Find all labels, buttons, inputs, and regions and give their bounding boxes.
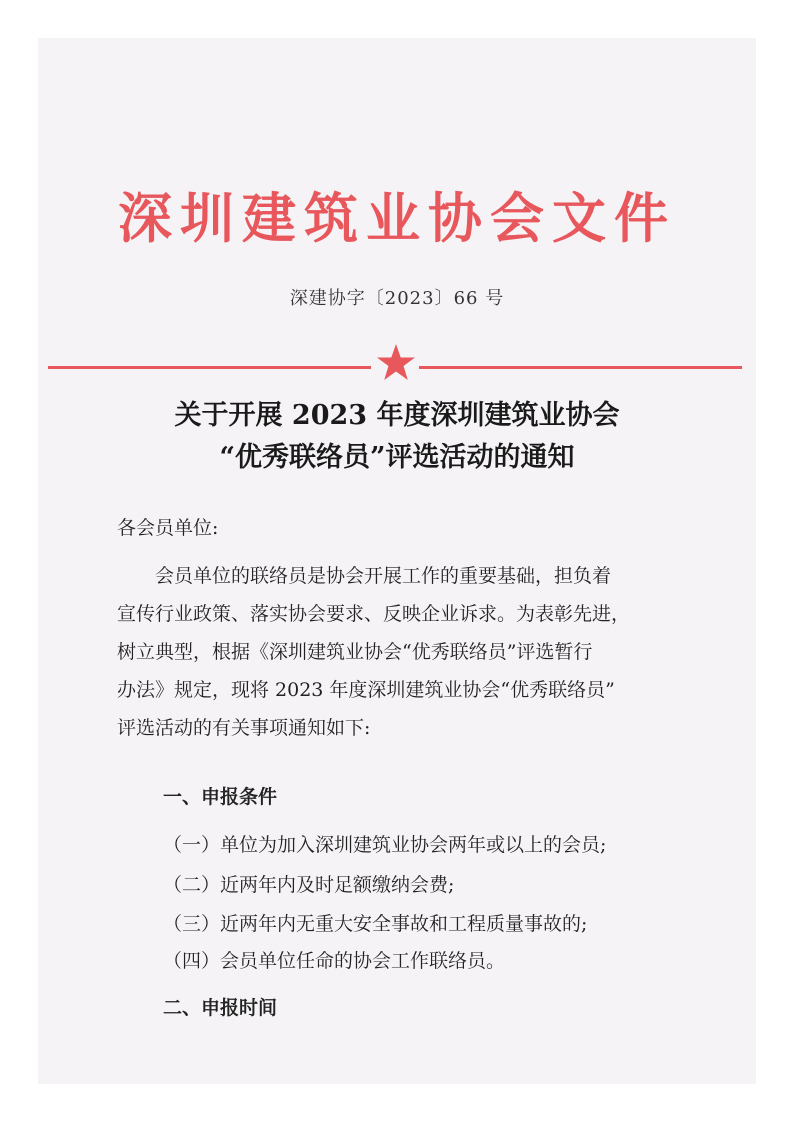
org-masthead: 深圳建筑业协会文件 [118, 186, 676, 250]
intro-line: 树立典型，根据《深圳建筑业协会“优秀联络员”评选暂行 [117, 641, 593, 663]
document-number: 深建协字〔2023〕66 号 [289, 288, 505, 309]
intro-paragraph [117, 557, 677, 747]
section-heading-deadline: 二、申报时间 [163, 997, 278, 1019]
salutation: 各会员单位: [117, 517, 219, 539]
divider-left [48, 366, 371, 369]
intro-line: 宣传行业政策、落实协会要求、反映企业诉求。为表彰先进， [117, 603, 631, 625]
requirement-item: （四）会员单位任命的协会工作联络员。 [163, 950, 506, 972]
requirement-item: （一）单位为加入深圳建筑业协会两年或以上的会员; [163, 834, 607, 856]
intro-line: 会员单位的联络员是协会开展工作的重要基础，担负着 [155, 565, 612, 587]
intro-line: 评选活动的有关事项通知如下: [117, 717, 371, 739]
notice-title-line2: “优秀联络员”评选活动的通知 [219, 442, 575, 473]
requirement-item: （三）近两年内无重大安全事故和工程质量事故的; [163, 913, 588, 935]
star-icon [376, 342, 416, 382]
divider-right [419, 366, 742, 369]
intro-line: 办法》规定，现将 2023 年度深圳建筑业协会“优秀联络员” [117, 679, 615, 701]
requirement-item: （二）近两年内及时足额缴纳会费; [163, 874, 455, 896]
section-heading-requirements: 一、申报条件 [163, 786, 278, 808]
notice-title-line1: 关于开展 2023 年度深圳建筑业协会 [174, 400, 620, 431]
